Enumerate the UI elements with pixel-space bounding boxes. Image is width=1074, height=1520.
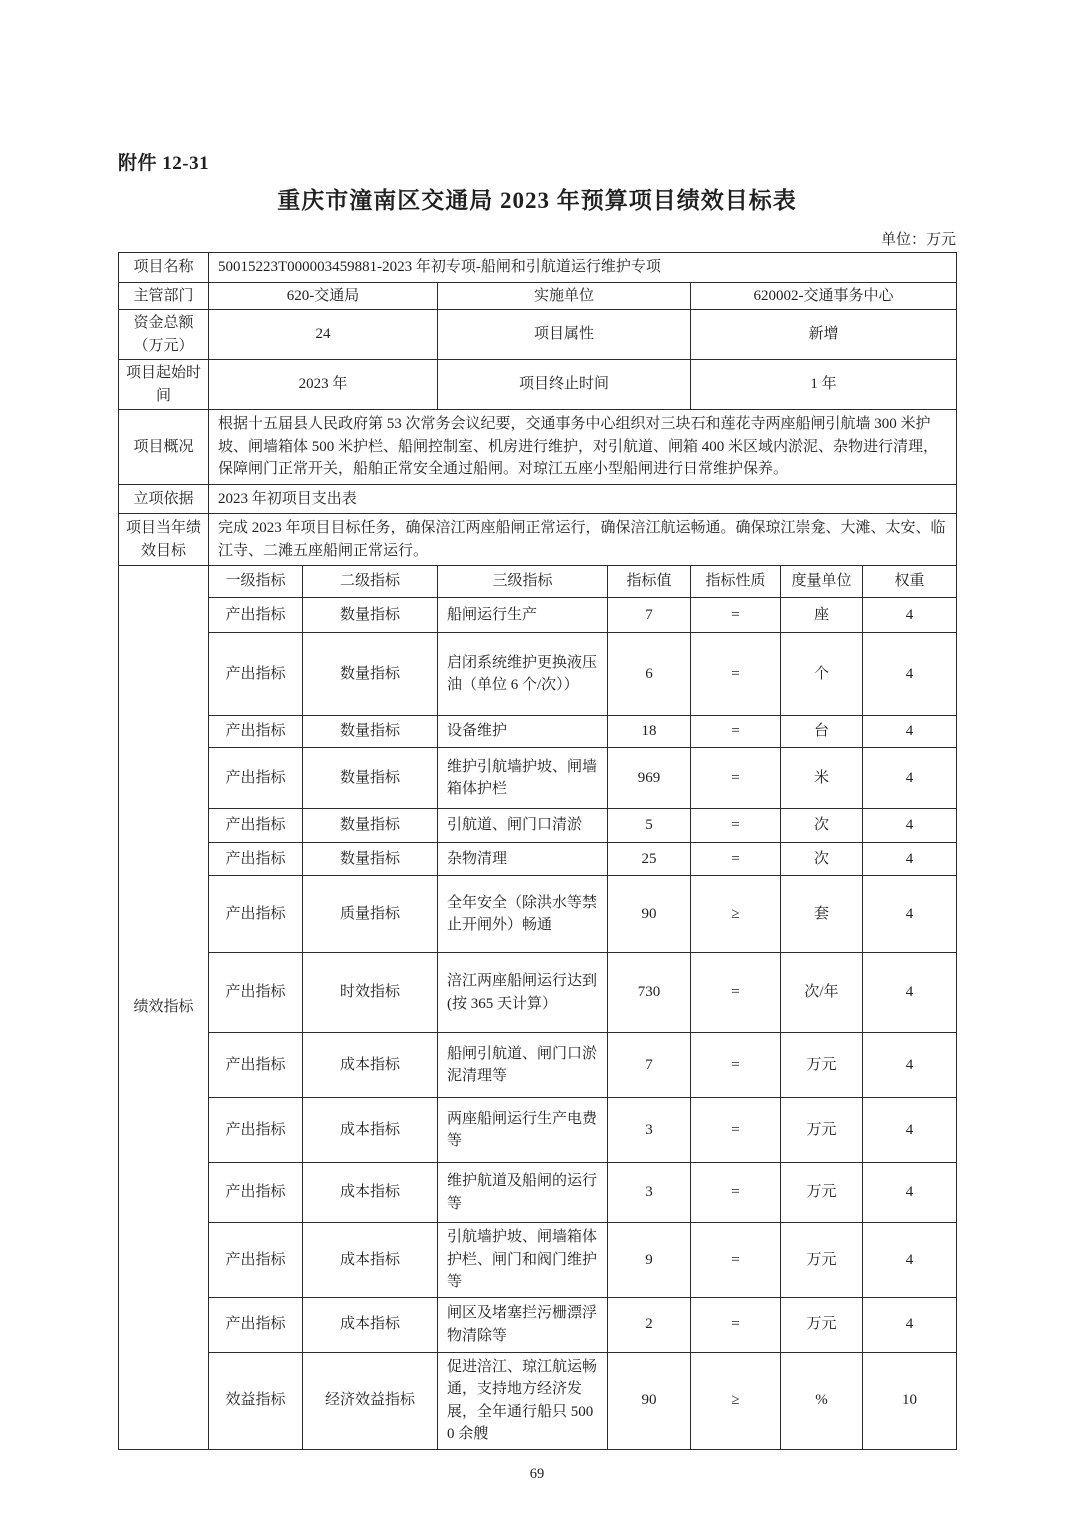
cell-weight: 10: [863, 1352, 957, 1449]
row-label: 项目名称: [119, 253, 209, 283]
column-header: 三级指标: [438, 566, 608, 598]
cell-level1: 产出指标: [209, 1098, 303, 1163]
row-label: 项目概况: [119, 410, 209, 485]
cell-nature: =: [691, 1033, 781, 1098]
table-row: [119, 484, 957, 514]
cell-nature: =: [691, 1163, 781, 1223]
cell-value: 9: [608, 1223, 691, 1298]
project-overview-value: 根据十五届县人民政府第 53 次常务会议纪要，交通事务中心组织对三块石和莲花寺两座船闸引航墙 300 米护坡、闸墙箱体 500 米护栏、船闸控制室、机房进行维护，对引航道、闸箱 400 米区域内淤泥、杂物进行清理，保障闸门正常开关，船舶正常安全通过船闸。对琼江五座小型船闸进行日常维护保养。: [209, 410, 957, 485]
indicator-row: [119, 809, 957, 843]
table-row: [119, 253, 957, 283]
cell-nature: =: [691, 809, 781, 843]
cell-value: 18: [608, 716, 691, 748]
cell-unit: 万元: [781, 1223, 863, 1298]
annual-target-value: 完成 2023 年项目目标任务，确保涪江两座船闸正常运行，确保涪江航运畅通。确保琼江崇龛、大滩、太安、临江寺、二滩五座船闸正常运行。: [209, 514, 957, 566]
attachment-label: 附件 12-31: [118, 153, 210, 174]
cell-value: 730: [608, 953, 691, 1033]
cell-unit: 次/年: [781, 953, 863, 1033]
cell-value: 25: [608, 843, 691, 876]
column-header: 二级指标: [303, 566, 438, 598]
cell-level3: 促进涪江、琼江航运畅通，支持地方经济发展，全年通行船只 5000 余艘: [438, 1352, 608, 1449]
start-time-value: 2023 年: [209, 360, 438, 410]
cell-level1: 产出指标: [209, 1297, 303, 1352]
cell-unit: 万元: [781, 1163, 863, 1223]
project-name-value: 50015223T000003459881-2023 年初专项-船闸和引航道运行维护专项: [209, 253, 957, 283]
cell-level3: 船闸引航道、闸门口淤泥清理等: [438, 1033, 608, 1098]
cell-level1: 产出指标: [209, 598, 303, 633]
cell-level2: 成本指标: [303, 1223, 438, 1298]
cell-weight: 4: [863, 748, 957, 809]
row-label: 项目终止时间: [438, 360, 691, 410]
cell-level3: 船闸运行生产: [438, 598, 608, 633]
cell-weight: 4: [863, 1297, 957, 1352]
cell-level1: 产出指标: [209, 748, 303, 809]
cell-level2: 成本指标: [303, 1033, 438, 1098]
cell-level3: 维护航道及船闸的运行等: [438, 1163, 608, 1223]
cell-level2: 数量指标: [303, 598, 438, 633]
cell-weight: 4: [863, 953, 957, 1033]
cell-level3: 杂物清理: [438, 843, 608, 876]
cell-level3: 闸区及堵塞拦污栅漂浮物清除等: [438, 1297, 608, 1352]
cell-nature: ≥: [691, 876, 781, 953]
cell-unit: 米: [781, 748, 863, 809]
table-row: [119, 514, 957, 566]
total-fund-value: 24: [209, 310, 438, 360]
table-row: [119, 282, 957, 310]
page-number: 69: [529, 1465, 545, 1482]
cell-nature: =: [691, 598, 781, 633]
cell-value: 3: [608, 1163, 691, 1223]
cell-value: 5: [608, 809, 691, 843]
indicator-row: [119, 1297, 957, 1352]
cell-level2: 时效指标: [303, 953, 438, 1033]
cell-level2: 经济效益指标: [303, 1352, 438, 1449]
indicator-row: [119, 876, 957, 953]
cell-nature: =: [691, 633, 781, 716]
cell-nature: =: [691, 953, 781, 1033]
cell-value: 2: [608, 1297, 691, 1352]
indicator-row: [119, 1352, 957, 1449]
cell-level2: 质量指标: [303, 876, 438, 953]
column-header: 指标性质: [691, 566, 781, 598]
cell-level3: 维护引航墙护坡、闸墙箱体护栏: [438, 748, 608, 809]
section-label: 绩效指标: [119, 566, 209, 1450]
cell-level2: 数量指标: [303, 633, 438, 716]
cell-nature: =: [691, 1297, 781, 1352]
indicator-header-row: [119, 566, 957, 598]
cell-unit: 个: [781, 633, 863, 716]
indicator-row: [119, 748, 957, 809]
indicator-row: [119, 716, 957, 748]
cell-level1: 产出指标: [209, 953, 303, 1033]
cell-weight: 4: [863, 1098, 957, 1163]
cell-weight: 4: [863, 1223, 957, 1298]
cell-unit: %: [781, 1352, 863, 1449]
table-row: [119, 310, 957, 360]
cell-level2: 数量指标: [303, 748, 438, 809]
cell-level1: 产出指标: [209, 1223, 303, 1298]
cell-level2: 数量指标: [303, 843, 438, 876]
cell-value: 3: [608, 1098, 691, 1163]
cell-level3: 引航道、闸门口清淤: [438, 809, 608, 843]
indicator-row: [119, 953, 957, 1033]
column-header: 度量单位: [781, 566, 863, 598]
cell-unit: 万元: [781, 1297, 863, 1352]
row-label: 项目起始时间: [119, 360, 209, 410]
cell-nature: =: [691, 1223, 781, 1298]
project-basis-value: 2023 年初项目支出表: [209, 484, 957, 514]
cell-unit: 座: [781, 598, 863, 633]
cell-weight: 4: [863, 716, 957, 748]
cell-level3: 引航墙护坡、闸墙箱体护栏、闸门和阀门维护等: [438, 1223, 608, 1298]
cell-level1: 产出指标: [209, 633, 303, 716]
cell-unit: 万元: [781, 1033, 863, 1098]
cell-weight: 4: [863, 633, 957, 716]
cell-unit: 次: [781, 809, 863, 843]
cell-level2: 数量指标: [303, 716, 438, 748]
row-label: 主管部门: [119, 282, 209, 310]
cell-weight: 4: [863, 843, 957, 876]
cell-nature: =: [691, 748, 781, 809]
cell-level1: 产出指标: [209, 809, 303, 843]
cell-level2: 成本指标: [303, 1297, 438, 1352]
cell-weight: 4: [863, 1163, 957, 1223]
dept-value: 620-交通局: [209, 282, 438, 310]
cell-unit: 台: [781, 716, 863, 748]
cell-weight: 4: [863, 598, 957, 633]
cell-level3: 设备维护: [438, 716, 608, 748]
row-label: 项目当年绩效目标: [119, 514, 209, 566]
cell-value: 7: [608, 1033, 691, 1098]
cell-nature: =: [691, 843, 781, 876]
cell-weight: 4: [863, 876, 957, 953]
cell-value: 90: [608, 1352, 691, 1449]
cell-level3: 全年安全（除洪水等禁止开闸外）畅通: [438, 876, 608, 953]
indicator-row: [119, 1033, 957, 1098]
cell-weight: 4: [863, 809, 957, 843]
performance-target-table: [118, 252, 957, 1450]
indicator-row: [119, 843, 957, 876]
cell-level3: 涪江两座船闸运行达到(按 365 天计算）: [438, 953, 608, 1033]
row-label: 资金总额（万元）: [119, 310, 209, 360]
cell-nature: ≥: [691, 1352, 781, 1449]
cell-level2: 成本指标: [303, 1163, 438, 1223]
project-attr-value: 新增: [691, 310, 957, 360]
indicator-row: [119, 633, 957, 716]
page-title: 重庆市潼南区交通局 2023 年预算项目绩效目标表: [277, 188, 797, 213]
indicator-row: [119, 1223, 957, 1298]
cell-level1: 效益指标: [209, 1352, 303, 1449]
end-time-value: 1 年: [691, 360, 957, 410]
cell-nature: =: [691, 716, 781, 748]
indicator-row: [119, 1098, 957, 1163]
cell-unit: 套: [781, 876, 863, 953]
cell-level2: 成本指标: [303, 1098, 438, 1163]
row-label: 实施单位: [438, 282, 691, 310]
cell-nature: =: [691, 1098, 781, 1163]
cell-level1: 产出指标: [209, 876, 303, 953]
column-header: 一级指标: [209, 566, 303, 598]
cell-unit: 万元: [781, 1098, 863, 1163]
table-row: [119, 410, 957, 485]
cell-value: 7: [608, 598, 691, 633]
unit-note: 单位：万元: [880, 232, 956, 248]
row-label: 立项依据: [119, 484, 209, 514]
indicator-row: [119, 1163, 957, 1223]
cell-level2: 数量指标: [303, 809, 438, 843]
cell-weight: 4: [863, 1033, 957, 1098]
cell-level1: 产出指标: [209, 843, 303, 876]
cell-value: 90: [608, 876, 691, 953]
column-header: 权重: [863, 566, 957, 598]
cell-level3: 启闭系统维护更换液压油（单位 6 个/次））: [438, 633, 608, 716]
cell-level1: 产出指标: [209, 1033, 303, 1098]
cell-level1: 产出指标: [209, 716, 303, 748]
cell-level3: 两座船闸运行生产电费等: [438, 1098, 608, 1163]
table-row: [119, 360, 957, 410]
column-header: 指标值: [608, 566, 691, 598]
indicator-row: [119, 598, 957, 633]
row-label: 项目属性: [438, 310, 691, 360]
cell-value: 6: [608, 633, 691, 716]
cell-unit: 次: [781, 843, 863, 876]
cell-value: 969: [608, 748, 691, 809]
impl-unit-value: 620002-交通事务中心: [691, 282, 957, 310]
cell-level1: 产出指标: [209, 1163, 303, 1223]
